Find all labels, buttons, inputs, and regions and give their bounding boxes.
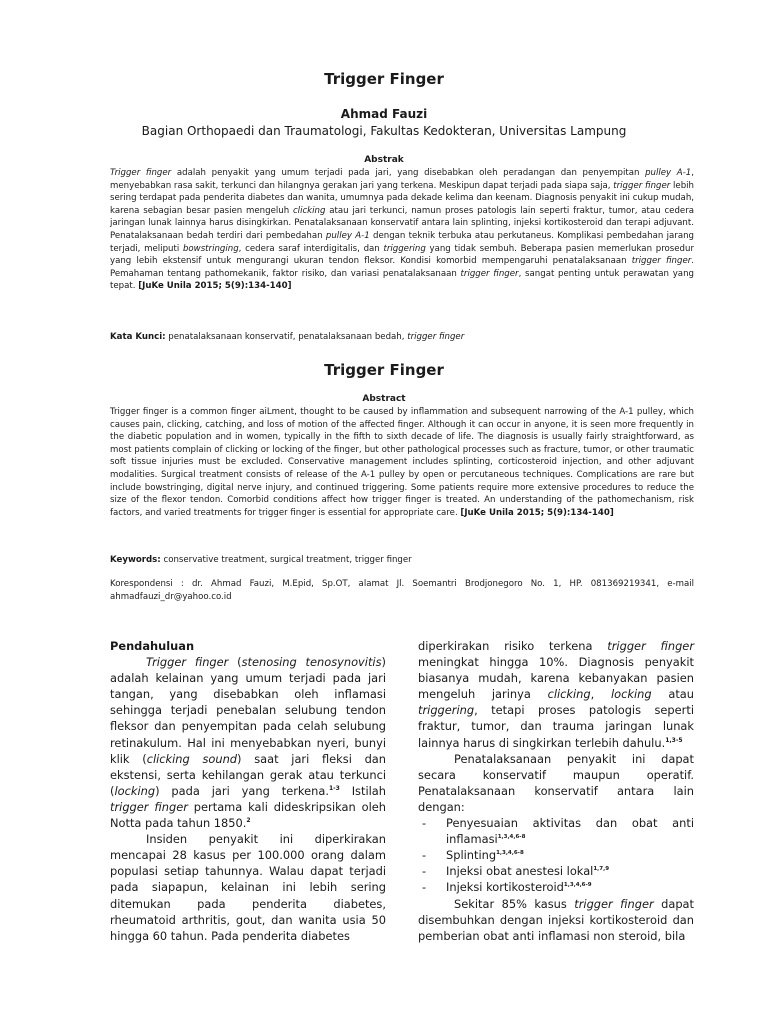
paragraph-intro: Trigger finger (stenosing tenosynovitis) adalah kelainan yang umum terjadi pada jari tangan, yang disebabkan oleh inflamasi sehingga terjadi penebalan selubung tendon fleksor dan penyempitan pada celah selubung retinakulum. Hal ini menyebabkan nyeri, bunyi klik (clicking sound) saat jari fleksi dan ekstensi, serta kehilangan gerak atau terkunci (locking) pada jari yang terkena.$^{1-3}$ Istilah trigger finger pertama kali dideskripsikan oleh Notta pada tahun 1850.$^2$ [110,655,386,831]
list-item: - Penyesuaian aktivitas dan obat anti inflamasi$^{1,3,4,6-8}$ [418,815,694,847]
section-heading: Pendahuluan [110,639,195,653]
body-left-column [110,638,386,944]
list-item: - Injeksi obat anestesi lokal$^{1,7,9}$ [418,863,694,879]
abstract-indonesian: Trigger finger adalah penyakit yang umum terjadi pada jari, yang disebabkan oleh peradangan dan penyempitan pulley A-1, menyebabkan rasa sakit, terkunci dan hilangnya gerakan jari yang terkena. Meskipun dapat terjadi pada siapa saja, trigger finger lebih sering terdapat pada penderita diabetes dan wanita, umumnya pada dekade kelima dan keenam. Diagnosis penyakit ini cukup mudah, karena sebagian besar pasien mengeluh clicking atau jari terkunci, namun proses patologis lain seperti fraktur, tumor, atau cedera jaringan lunak lainnya harus disingkirkan. Penatalaksanaan konservatif antara lain splinting, injeksi kortikosteroid dan terapi adjuvant. Penatalaksanaan bedah terdiri dari pembedahan pulley A-1 dengan teknik terbuka atau perkutaneus. Komplikasi pembedahan jarang terjadi, meliputi bowstringing, cedera saraf interdigitalis, dan triggering yang tidak sembuh. Beberapa pasien memerlukan prosedur yang lebih ekstensif untuk mengurangi ukuran tendon fleksor. Kondisi komorbid mempengaruhi penatalaksanaan trigger finger. Pemahaman tentang pathomekanik, faktor risiko, dan variasi penatalaksanaan trigger finger, sangat penting untuk perawatan yang tepat. [JuKe Unila 2015; 5(9):134-140] [110,168,694,292]
treatment-list [418,815,694,895]
paragraph-outcome: Sekitar 85% kasus trigger finger dapat disembuhkan dengan injeksi kortikosteroid dan pemberian obat anti inflamasi non steroid, bila [418,896,695,943]
paper-title: Trigger Finger [324,70,444,88]
list-item: - Splinting$^{1,3,4,6-8}$ [418,847,694,863]
abstract-heading-english: Abstract [362,394,406,404]
body-right-column [418,638,694,944]
keywords-english: Keywords: conservative treatment, surgical treatment, trigger finger [110,555,412,565]
paragraph-incidence: Insiden penyakit ini diperkirakan mencapai 28 kasus per 100.000 orang dalam populasi setiap tahunnya. Walau dapat terjadi pada siapapun, kelainan ini lebih sering ditemukan pada penderita diabetes, rheumatoid arthritis, gout, dan wanita usia 50 hingga 60 tahun. Pada penderita diabetes [110,832,386,943]
author-name: Ahmad Fauzi [340,107,428,121]
english-title: Trigger Finger [324,361,444,379]
abstract-english: Trigger finger is a common finger aiLment, thought to be caused by inflammation and subsequent narrowing of the A-1 pulley, which causes pain, clicking, catching, and loss of motion of the affected finger. Although it can occur in anyone, it is seen more frequently in the diabetic population and in women, typically in the fifth to sixth decade of life. The diagnosis is usually fairly straightforward, as most patients complain of clicking or locking of the finger, but other pathological processes such as fracture, tumor, or other traumatic soft tissue injuries must be excluded. Conservative management includes splinting, corticosteroid injection, and other adjuvant modalities. Surgical treatment consists of release of the A-1 pulley by open or percutaneous techniques. Complications are rare but include bowstringing, digital nerve injury, and continued triggering. Some patients require more extensive procedures to reduce the size of the flexor tendon. Comorbid conditions affect how trigger finger is treated. An understanding of the pathomechanism, risk factors, and varied treatments for trigger finger is essential for appropriate care. [JuKe Unila 2015; 5(9):134-140] [110,407,694,518]
author-affiliation: Bagian Orthopaedi dan Traumatologi, Fakultas Kedokteran, Universitas Lampung [141,124,627,138]
keywords-indonesian: Kata Kunci: penatalaksanaan konservatif, penatalaksanaan bedah, trigger finger [110,332,465,342]
paragraph-management: Penatalaksanaan penyakit ini dapat secara konservatif maupun operatif. Penatalaksanaan konservatif antara lain dengan: [418,751,694,814]
paragraph-diagnosis: diperkirakan risiko terkena trigger finger meningkat hingga 10%. Diagnosis penyakit biasanya mudah, karena kebanyakan pasien mengeluh jarinya clicking, locking atau triggering, tetapi proses patologis seperti fraktur, tumor, dan trauma jaringan lunak lainnya harus di singkirkan terlebih dahulu.$^{1,3-5}$ [418,639,695,750]
abstract-heading-indonesian: Abstrak [364,155,404,165]
correspondence: Korespondensi : dr. Ahmad Fauzi, M.Epid, Sp.OT, alamat Jl. Soemantri Brodjonegoro No. 1, HP. 081369219341, e-mail ahmadfauzi_dr@yahoo.co.id [110,579,694,602]
list-item: - Injeksi kortikosteroid$^{1,3,4,6-9}$ [418,879,694,895]
